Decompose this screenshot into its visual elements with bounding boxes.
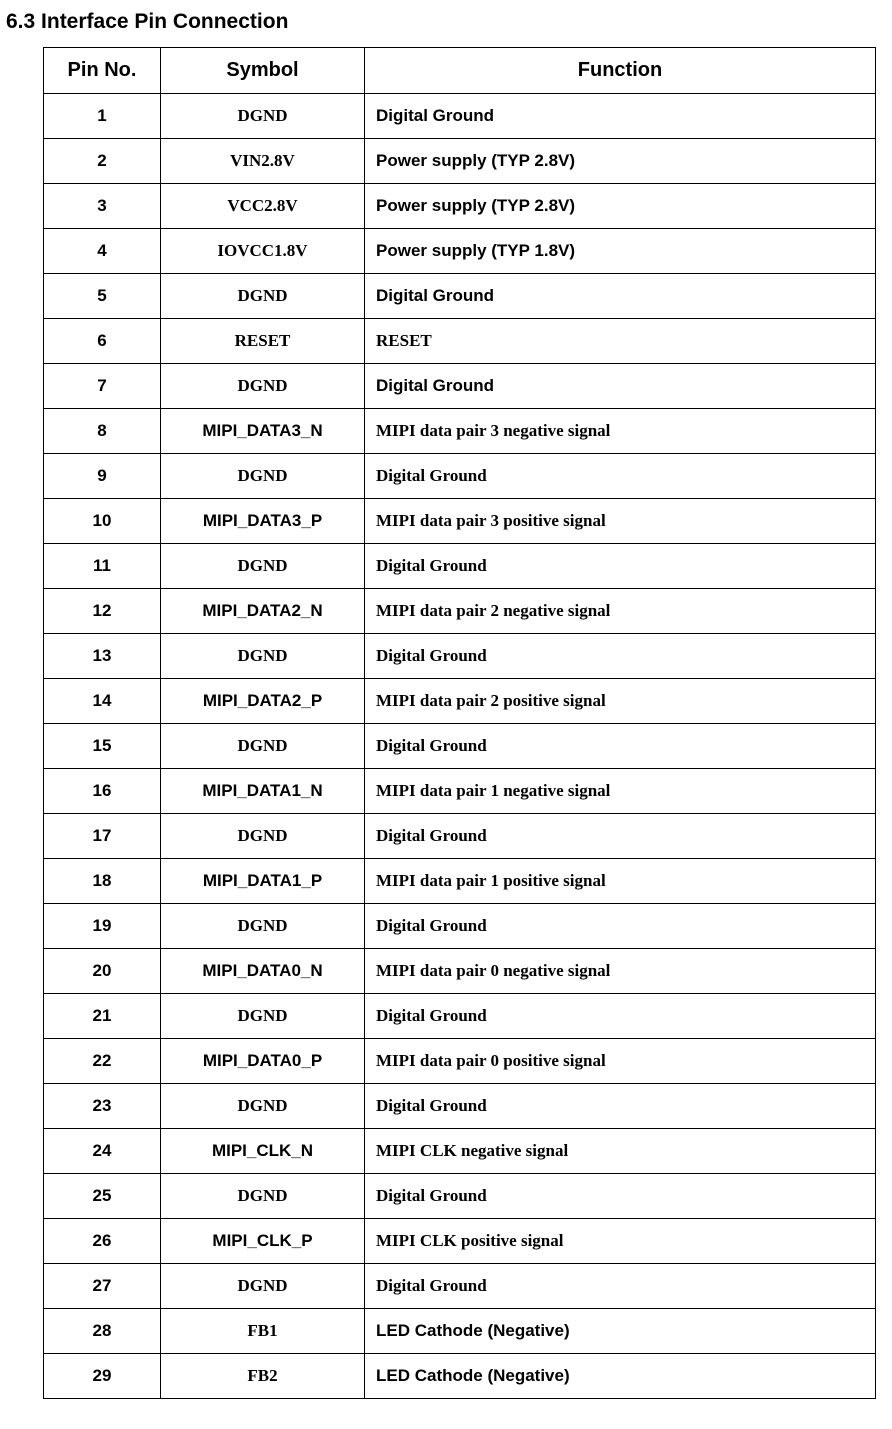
table-row xyxy=(44,814,876,859)
pin-number-cell: 28 xyxy=(44,1309,161,1354)
pin-connection-table xyxy=(43,47,876,1399)
pin-number-cell: 23 xyxy=(44,1084,161,1129)
pin-number-cell: 26 xyxy=(44,1219,161,1264)
function-cell: RESET xyxy=(365,319,876,364)
header-pin-no: Pin No. xyxy=(44,48,161,94)
symbol-cell: DGND xyxy=(161,274,365,319)
table-row xyxy=(44,769,876,814)
table-row xyxy=(44,994,876,1039)
section-title: 6.3 Interface Pin Connection xyxy=(6,10,289,33)
pin-number-cell: 5 xyxy=(44,274,161,319)
symbol-cell: DGND xyxy=(161,94,365,139)
table-row xyxy=(44,184,876,229)
function-cell: Digital Ground xyxy=(365,364,876,409)
function-cell: Power supply (TYP 1.8V) xyxy=(365,229,876,274)
symbol-cell: FB2 xyxy=(161,1354,365,1399)
pin-number-cell: 25 xyxy=(44,1174,161,1219)
function-cell: MIPI CLK negative signal xyxy=(365,1129,876,1174)
pin-number-cell: 15 xyxy=(44,724,161,769)
symbol-cell: MIPI_DATA0_N xyxy=(161,949,365,994)
function-cell: Power supply (TYP 2.8V) xyxy=(365,184,876,229)
pin-number-cell: 9 xyxy=(44,454,161,499)
table-row xyxy=(44,94,876,139)
table-header-row xyxy=(44,48,876,94)
header-symbol: Symbol xyxy=(161,48,365,94)
symbol-cell: MIPI_CLK_P xyxy=(161,1219,365,1264)
table-row xyxy=(44,364,876,409)
pin-number-cell: 27 xyxy=(44,1264,161,1309)
symbol-cell: RESET xyxy=(161,319,365,364)
table-row xyxy=(44,1309,876,1354)
pin-number-cell: 24 xyxy=(44,1129,161,1174)
table-row xyxy=(44,679,876,724)
symbol-cell: DGND xyxy=(161,904,365,949)
pin-number-cell: 14 xyxy=(44,679,161,724)
symbol-cell: DGND xyxy=(161,634,365,679)
table-row xyxy=(44,859,876,904)
table-row xyxy=(44,454,876,499)
table-row xyxy=(44,229,876,274)
symbol-cell: MIPI_CLK_N xyxy=(161,1129,365,1174)
symbol-cell: DGND xyxy=(161,454,365,499)
symbol-cell: DGND xyxy=(161,364,365,409)
pin-number-cell: 20 xyxy=(44,949,161,994)
function-cell: Digital Ground xyxy=(365,454,876,499)
function-cell: Digital Ground xyxy=(365,634,876,679)
symbol-cell: DGND xyxy=(161,544,365,589)
function-cell: Digital Ground xyxy=(365,994,876,1039)
function-cell: Digital Ground xyxy=(365,1174,876,1219)
function-cell: MIPI data pair 1 positive signal xyxy=(365,859,876,904)
pin-number-cell: 3 xyxy=(44,184,161,229)
symbol-cell: MIPI_DATA2_P xyxy=(161,679,365,724)
symbol-cell: DGND xyxy=(161,1084,365,1129)
table-row xyxy=(44,499,876,544)
table-row xyxy=(44,1219,876,1264)
symbol-cell: DGND xyxy=(161,994,365,1039)
table-row xyxy=(44,409,876,454)
function-cell: Digital Ground xyxy=(365,94,876,139)
table-row xyxy=(44,274,876,319)
table-row xyxy=(44,1129,876,1174)
table-row xyxy=(44,139,876,184)
symbol-cell: MIPI_DATA1_N xyxy=(161,769,365,814)
symbol-cell: FB1 xyxy=(161,1309,365,1354)
symbol-cell: MIPI_DATA3_N xyxy=(161,409,365,454)
pin-number-cell: 7 xyxy=(44,364,161,409)
header-function: Function xyxy=(365,48,876,94)
symbol-cell: VCC2.8V xyxy=(161,184,365,229)
table-row xyxy=(44,724,876,769)
pin-number-cell: 2 xyxy=(44,139,161,184)
pin-number-cell: 1 xyxy=(44,94,161,139)
pin-number-cell: 16 xyxy=(44,769,161,814)
table-body xyxy=(44,94,876,1399)
function-cell: MIPI data pair 0 positive signal xyxy=(365,1039,876,1084)
function-cell: Digital Ground xyxy=(365,724,876,769)
function-cell: MIPI CLK positive signal xyxy=(365,1219,876,1264)
table-row xyxy=(44,1039,876,1084)
table-row xyxy=(44,634,876,679)
function-cell: Digital Ground xyxy=(365,1264,876,1309)
symbol-cell: MIPI_DATA0_P xyxy=(161,1039,365,1084)
table-row xyxy=(44,589,876,634)
function-cell: MIPI data pair 3 negative signal xyxy=(365,409,876,454)
pin-number-cell: 19 xyxy=(44,904,161,949)
function-cell: LED Cathode (Negative) xyxy=(365,1309,876,1354)
function-cell: MIPI data pair 1 negative signal xyxy=(365,769,876,814)
pin-number-cell: 29 xyxy=(44,1354,161,1399)
pin-number-cell: 13 xyxy=(44,634,161,679)
table-row xyxy=(44,1084,876,1129)
function-cell: MIPI data pair 0 negative signal xyxy=(365,949,876,994)
table-row xyxy=(44,319,876,364)
symbol-cell: IOVCC1.8V xyxy=(161,229,365,274)
pin-number-cell: 12 xyxy=(44,589,161,634)
pin-number-cell: 18 xyxy=(44,859,161,904)
function-cell: Digital Ground xyxy=(365,814,876,859)
pin-number-cell: 22 xyxy=(44,1039,161,1084)
table-row xyxy=(44,904,876,949)
pin-number-cell: 6 xyxy=(44,319,161,364)
function-cell: Digital Ground xyxy=(365,1084,876,1129)
function-cell: LED Cathode (Negative) xyxy=(365,1354,876,1399)
table-row xyxy=(44,949,876,994)
symbol-cell: VIN2.8V xyxy=(161,139,365,184)
pin-number-cell: 17 xyxy=(44,814,161,859)
function-cell: MIPI data pair 2 positive signal xyxy=(365,679,876,724)
symbol-cell: MIPI_DATA3_P xyxy=(161,499,365,544)
function-cell: Power supply (TYP 2.8V) xyxy=(365,139,876,184)
table-row xyxy=(44,1354,876,1399)
table-row xyxy=(44,1174,876,1219)
pin-number-cell: 21 xyxy=(44,994,161,1039)
symbol-cell: MIPI_DATA1_P xyxy=(161,859,365,904)
symbol-cell: DGND xyxy=(161,814,365,859)
function-cell: MIPI data pair 2 negative signal xyxy=(365,589,876,634)
pin-number-cell: 10 xyxy=(44,499,161,544)
pin-number-cell: 4 xyxy=(44,229,161,274)
symbol-cell: DGND xyxy=(161,1174,365,1219)
function-cell: Digital Ground xyxy=(365,544,876,589)
pin-number-cell: 8 xyxy=(44,409,161,454)
table-row xyxy=(44,1264,876,1309)
symbol-cell: DGND xyxy=(161,1264,365,1309)
symbol-cell: DGND xyxy=(161,724,365,769)
pin-number-cell: 11 xyxy=(44,544,161,589)
function-cell: Digital Ground xyxy=(365,904,876,949)
function-cell: Digital Ground xyxy=(365,274,876,319)
symbol-cell: MIPI_DATA2_N xyxy=(161,589,365,634)
function-cell: MIPI data pair 3 positive signal xyxy=(365,499,876,544)
table-row xyxy=(44,544,876,589)
